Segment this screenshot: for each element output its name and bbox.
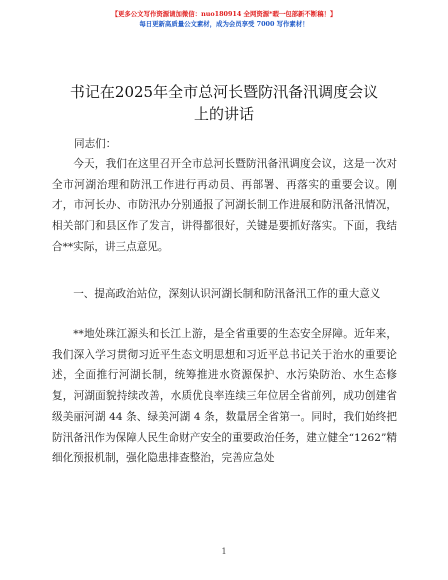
document-title-line-2: 上的讲话: [193, 105, 254, 123]
promo-banner-line-2: 每日更新高质量公文素材，成为会员享受 7000 写作素材！: [139, 20, 309, 28]
document-title-line-1: 书记在2025年全市总河长暨防汛备汛调度会议: [69, 83, 379, 101]
section-heading-1: 一、提高政治站位，深刻认识河湖长制和防汛备汛工作的重大意义: [73, 288, 381, 300]
salutation: 同志们：: [74, 138, 117, 150]
body-paragraph-section-1: **地处珠江源头和长江上游，是全省重要的生态安全屏障。近年来，我们深入学习贯彻习近平生态文明思想和习近平总书记关于治水的重要论述，全面推行河湖长制，统筹推进水资源保护、水污染防治、水生态修复，河湖面貌持续改善，水质优良率连续三年位居全省前列，成功创建省级美丽河湖 44 条、绿美河湖 4 条，数量居全省第一。同时，我们始终把防汛备汛作为保障人民生命财产安全的重要政治任务，建立健全“1262”精细化预报机制，强化隐患排查整治，完善应急处: [52, 328, 398, 465]
page-number: 1: [221, 547, 227, 556]
body-paragraph-opening: 今天，我们在这里召开全市总河长暨防汛备汛调度会议，这是一次对全市河湖治理和防汛工作进行再动员、再部署、再落实的重要会议。刚才，市河长办、市防汛办分别通报了河湖长制工作进展和防汛备汛情况，相关部门和县区作了发言，讲得都很好，关键是要抓好落实。下面，我结合**实际，讲三点意见。: [52, 158, 397, 253]
promo-banner-line-1: 【更多公文写作资源请加微信：nuo180914 全网资源*暇一包部新不断稿！】: [111, 10, 337, 18]
